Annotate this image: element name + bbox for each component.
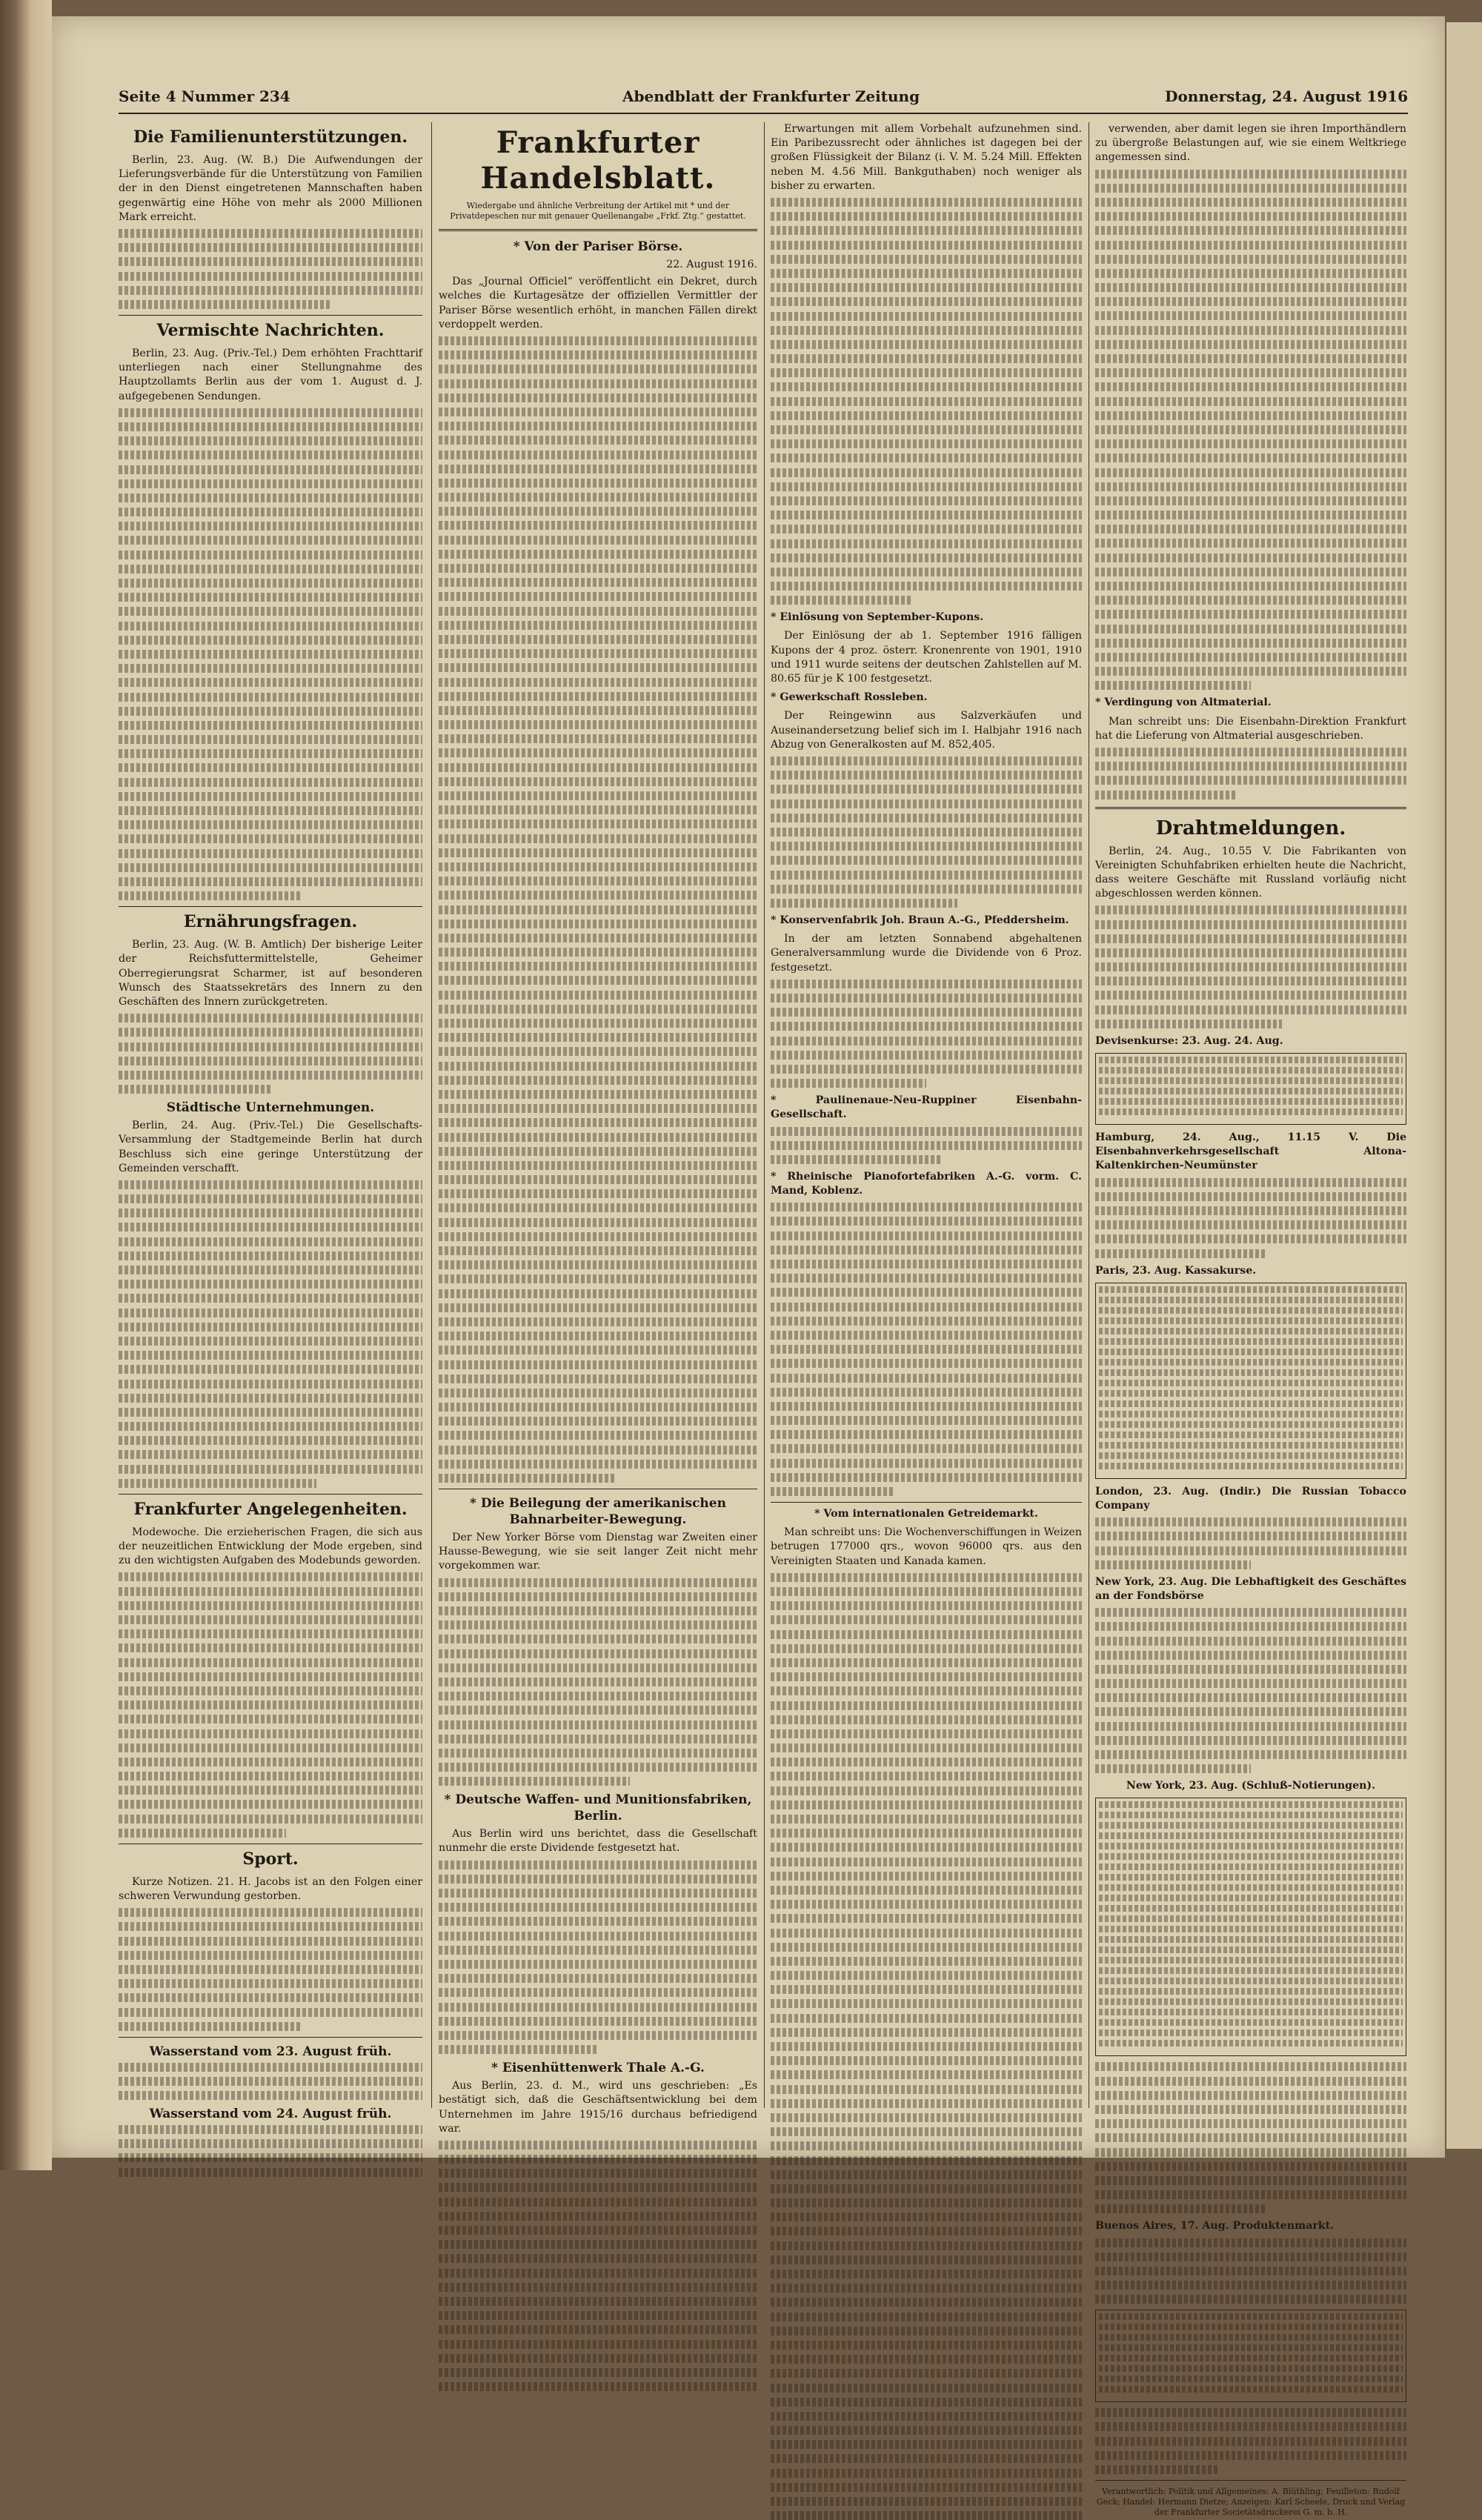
headline-paris-kassakurse: Paris, 23. Aug. Kassakurse. (1095, 1264, 1257, 1277)
text-lines (1095, 2062, 1406, 2213)
text-lines (439, 1578, 757, 1786)
header-date: Donnerstag, 24. August 1916 (1165, 87, 1408, 105)
headline-london: London, 23. Aug. (Indir.) Die Russian Tobacco Company (1095, 1485, 1406, 1512)
book-binding (0, 0, 52, 2170)
text-lines (1095, 748, 1406, 799)
article-text: Aus Berlin wird uns berichtet, dass die Gesellschaft nunmehr die erste Dividende festgesetzt hat. (439, 1828, 757, 1855)
headline-ernaehrungsfragen: Ernährungsfragen. (183, 912, 358, 932)
headline-eisenhuettenwerk-thale: * Eisenhüttenwerk Thale A.-G. (491, 2061, 705, 2076)
headline-buenos-aires: Buenos Aires, 17. Aug. Produktenmarkt. (1095, 2220, 1335, 2233)
headline-paulinenaue-eisenbahn: * Paulinenaue-Neu-Ruppiner Eisenbahn-Gesellschaft. (771, 1094, 1082, 1121)
text-lines (1095, 2408, 1406, 2474)
headline-getreidemarkt: * Vom internationalen Getreidemarkt. (814, 1508, 1038, 1520)
reprint-notice: Wiedergabe und ähnliche Verbreitung der Artikel mit * und der Privatdepeschen nur mit genauer Quellenangabe „Frkf. Ztg.“ gestattet. (450, 201, 746, 221)
text-lines (119, 1014, 422, 1094)
text-lines (1095, 1517, 1406, 1569)
divider (119, 315, 422, 316)
devisen-table (1095, 1053, 1406, 1125)
divider (771, 1502, 1082, 1503)
divider (439, 229, 757, 231)
article-text: Kurze Notizen. 21. H. Jacobs ist an den Folgen einer schweren Verwundung gestorben. (119, 1875, 422, 1903)
headline-einloesung-kupons: * Einlösung von September-Kupons. (771, 611, 984, 624)
handelsblatt-masthead: Frankfurter Handelsblatt. (480, 125, 716, 196)
article-text: Berlin, 24. Aug., 10.55 V. Die Fabrikanten von Vereinigten Schuhfabriken erhielten heute die Nachricht, dass weitere Geschäfte mit Russland vorläufig nicht abgeschlossen werden können. (1095, 845, 1406, 900)
running-header (119, 83, 1408, 114)
text-lines (771, 1203, 1082, 1496)
article-text: In der am letzten Sonnabend abgehaltenen Generalversammlung wurde die Dividende von 6 Proz. festgesetzt. (771, 933, 1082, 974)
header-paper-title: Abendblatt der Frankfurter Zeitung (622, 87, 920, 105)
headline-frankfurter-angelegenheiten: Frankfurter Angelegenheiten. (133, 1499, 408, 1519)
text-lines (119, 1572, 422, 1837)
text-lines (771, 198, 1082, 605)
text-lines (439, 336, 757, 1483)
text-lines (771, 757, 1082, 908)
headline-wasserstand-24: Wasserstand vom 24. August früh. (149, 2107, 392, 2122)
impressum: Verantwortlich: Politik und Allgemeines: A. Blüthling; Feuilleton: Rudolf Geck; Handel: Hermann Dietze; Anzeigen: Karl Scheele, Druck und Verlag der Frankfurter Societätsdruckerei G. m. b. H. (1096, 2487, 1406, 2518)
article-text: Der New Yorker Börse vom Dienstag war Zweiten einer Hausse-Bewegung, wie sie seit langer Zeit nicht mehr vorgekommen war. (439, 1532, 757, 1572)
divider (1095, 2480, 1406, 2481)
article-text: Das „Journal Officiel“ veröffentlicht ein Dekret, durch welches die Kurtagesätze der offiziellen Vermittler der Pariser Börse wesentlich erhöht, in manchen Fällen direkt verdoppelt werden. (439, 276, 757, 330)
headline-bahnarbeiter: * Die Beilegung der amerikanischen Bahnarbeiter-Bewegung. (470, 1496, 726, 1528)
headline-wasserstand-23: Wasserstand vom 23. August früh. (149, 2044, 392, 2059)
article-text: Man schreibt uns: Die Wochenverschiffungen in Weizen betrugen 177000 qrs., wovon 96000 qrs. aus den Vereinigten Staaten und Kanada kamen. (771, 1526, 1082, 1567)
text-lines (439, 2141, 757, 2391)
article-text: Aus Berlin, 23. d. M., wird uns geschrieben: „Es bestätigt sich, daß die Geschäftsentwicklung bei dem Unternehmen im Jahre 1915/16 durchaus befriedigend war. (439, 2080, 757, 2135)
text-lines (1095, 905, 1406, 1028)
article-date: 22. August 1916. (666, 259, 757, 270)
headline-rossleben: * Gewerkschaft Rossleben. (771, 691, 928, 704)
paris-table (1095, 1283, 1406, 1479)
article-text: Berlin, 23. Aug. (W. B. Amtlich) Der bisherige Leiter der Reichsfuttermittelstelle, Geheimer Oberregierungsrat Scharmer, ist auf besonderen Wunsch des Staatssekretärs des Innern zu den Geschäften des Innern zurückgetreten. (119, 939, 422, 1008)
header-page-number: Seite 4 Nummer 234 (119, 87, 290, 105)
article-text: Erwartungen mit allem Vorbehalt aufzunehmen sind. Ein Paribezussrecht oder ähnliches ist dagegen bei der großen Flüssigkeit der Bilanz (i. V. M. 5.24 Mill. Effekten neben M. 4.56 Mill. Bankguthaben) noch weniger als bisher zu erwarten. (771, 123, 1082, 192)
table-lines (119, 2063, 422, 2100)
text-lines (1095, 170, 1406, 691)
article-text: Man schreibt uns: Die Eisenbahn-Direktion Frankfurt hat die Lieferung von Altmaterial ausgeschrieben. (1095, 715, 1406, 742)
text-lines (439, 1861, 757, 2054)
article-text: Modewoche. Die erzieherischen Fragen, die sich aus der neuzeitlichen Entwicklung der Mode ergeben, sind zu den wichtigsten Aufgaben des Modebunds geworden. (119, 1526, 422, 1567)
headline-devisenkurse: Devisenkurse: 23. Aug. 24. Aug. (1095, 1034, 1283, 1047)
buenos-aires-table (1095, 2310, 1406, 2402)
article-text: Berlin, 23. Aug. (W. B.) Die Aufwendungen der Lieferungsverbände für die Unterstützung von Familien der in den Dienst eingetretenen Mannschaften haben gegenwärtig eine Höhe von mehr als 2000 Millionen Mark erreicht. (119, 154, 422, 223)
headline-pianofortefabriken: * Rheinische Pianofortefabriken A.-G. vorm. C. Mand, Koblenz. (771, 1170, 1082, 1197)
divider (119, 1494, 422, 1495)
table-lines (119, 2125, 422, 2177)
column-2 (439, 122, 757, 2135)
text-lines (119, 1180, 422, 1488)
headline-staedtische-unternehmungen: Städtische Unternehmungen. (166, 1100, 375, 1116)
headline-sport: Sport. (242, 1849, 299, 1869)
text-lines (119, 1908, 422, 2031)
headline-pariser-boerse: * Von der Pariser Börse. (513, 239, 683, 254)
text-lines (771, 980, 1082, 1088)
text-lines (771, 1127, 1082, 1164)
column-1 (119, 122, 422, 2122)
column-3 (771, 122, 1082, 2108)
headline-newyork-boerse: New York, 23. Aug. Die Lebhaftigkeit des Geschäftes an der Fondsbörse (1095, 1575, 1406, 1602)
text-lines (1095, 2238, 1406, 2304)
headline-verdingung-altmaterial: * Verdingung von Altmaterial. (1095, 697, 1272, 709)
article-text: Der Reingewinn aus Salzverkäufen und Auseinandersetzung belief sich im I. Halbjahr 1916 nach Abzug von Generalkosten auf M. 852,405. (771, 710, 1082, 751)
column-rule (431, 122, 432, 2108)
divider (119, 906, 422, 907)
text-lines (1095, 1178, 1406, 1258)
divider (1095, 807, 1406, 809)
article-text: Der Einlösung der ab 1. September 1916 fälligen Kupons der 4 proz. österr. Kronenrente von 1901, 1910 und 1911 wurde seitens der deutschen Zahlstellen auf M. 80.65 für je K 100 festgesetzt. (771, 630, 1082, 685)
article-text: verwenden, aber damit legen sie ihren Importhändlern zu übergroße Belastungen auf, wie sie einem Weltkriege angemessen sind. (1095, 123, 1406, 164)
headline-familienunterstuetzungen: Die Familienunterstützungen. (133, 127, 408, 147)
column-4 (1095, 122, 1406, 2518)
divider (119, 2037, 422, 2038)
newyork-table (1095, 1798, 1406, 2056)
text-lines (119, 408, 422, 900)
headline-waffen-munition: * Deutsche Waffen- und Munitionsfabriken, Berlin. (444, 1792, 752, 1824)
adjacent-page-edge (1446, 22, 1482, 2149)
headline-newyork-schluss: New York, 23. Aug. (Schluß-Notierungen). (1126, 1780, 1376, 1792)
text-lines (771, 1573, 1082, 2520)
article-text: Berlin, 24. Aug. (Priv.-Tel.) Die Gesellschafts-Versammlung der Stadtgemeinde Berlin hat durch Beschluss sich eine geringe Unterstützung der Gemeinden verschafft. (119, 1120, 422, 1174)
headline-konservenfabrik-braun: * Konservenfabrik Joh. Braun A.-G., Pfeddersheim. (771, 914, 1069, 926)
headline-drahtmeldungen: Drahtmeldungen. (1155, 817, 1346, 840)
headline-hamburg: Hamburg, 24. Aug., 11.15 V. Die Eisenbahnverkehrsgesellschaft Altona-Kaltenkirchen-Neumünster (1095, 1131, 1406, 1172)
text-lines (119, 229, 422, 309)
headline-vermischte-nachrichten: Vermischte Nachrichten. (156, 320, 385, 340)
column-rule (764, 122, 765, 2108)
article-text: Berlin, 23. Aug. (Priv.-Tel.) Dem erhöhten Frachttarif unterliegen nach einer Stellungnahme des Hauptzollamts Berlin aus der vom 1. August d. J. aufgegebenen Sendungen. (119, 347, 422, 402)
text-lines (1095, 1608, 1406, 1773)
